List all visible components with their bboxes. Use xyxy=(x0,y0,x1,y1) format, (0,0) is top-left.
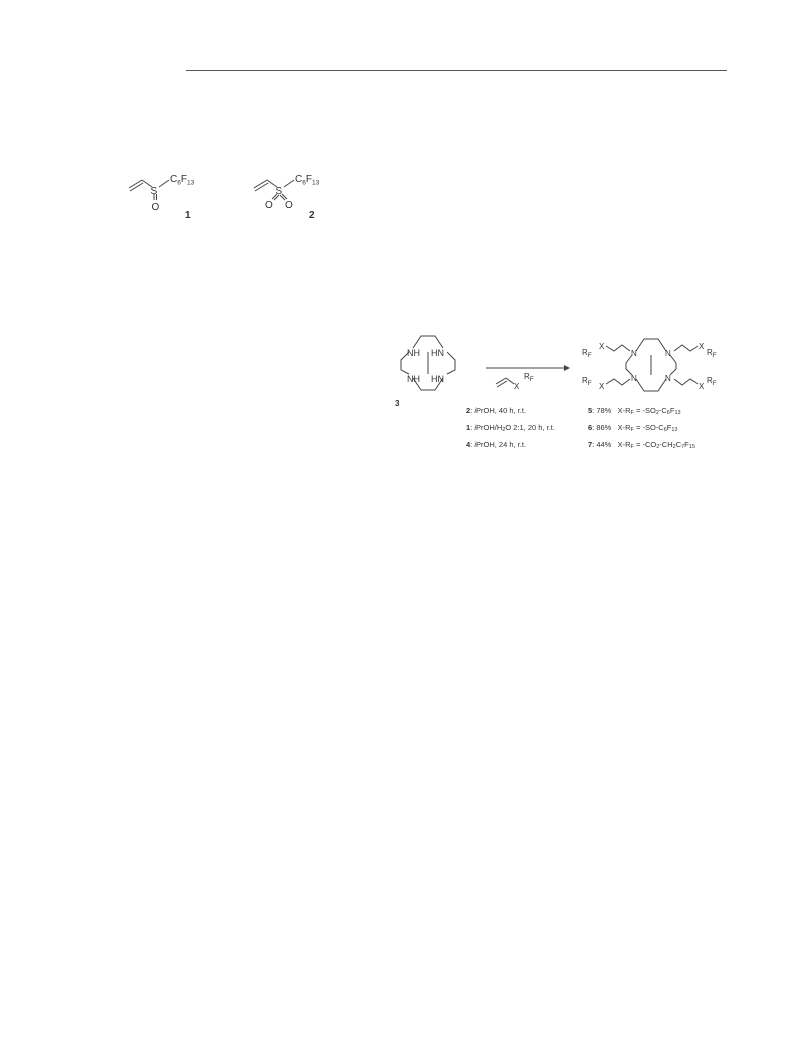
svg-text:X: X xyxy=(699,342,705,351)
svg-text:N: N xyxy=(665,374,671,383)
svg-text:X: X xyxy=(699,382,705,391)
compound-2-o-atom-left: O xyxy=(265,200,273,211)
svg-text:NH: NH xyxy=(407,348,420,358)
page-header-rule xyxy=(186,70,727,71)
svg-text:C6F13: $C_6F_{13}$ xyxy=(295,174,320,187)
compound-1-label: 1 xyxy=(185,210,191,221)
compound-1-structure xyxy=(125,168,215,223)
svg-text:N: N xyxy=(631,374,637,383)
svg-text:C6F13: $C_6F_{13}$ xyxy=(170,174,195,187)
svg-text:X: X xyxy=(599,342,605,351)
compound-2-structure xyxy=(250,168,340,223)
compound-1-s-atom: S xyxy=(150,186,158,197)
compound-2-label: 2 xyxy=(309,210,315,221)
condition-row-3: 4: iPrOH, 24 h, r.t. xyxy=(466,440,527,449)
compound-3-label: 3 xyxy=(395,399,400,408)
product-macrocycle-structure xyxy=(580,333,730,398)
svg-text:X: X xyxy=(599,382,605,391)
compound-1-o-atom: O xyxy=(151,202,160,213)
compound-2-o-atom-right: O xyxy=(285,200,293,211)
product-row-5: 5: 78% $X-R_F = -SO_2-C_6F_{13}$ xyxy=(588,406,681,416)
svg-text:N: N xyxy=(631,349,637,358)
cyclam-reactant-structure xyxy=(395,330,465,410)
svg-text:HN: HN xyxy=(431,348,444,358)
product-row-6: 6: 86% $X-R_F = -SO-C_6F_{13}$ xyxy=(588,423,678,433)
svg-text:N: N xyxy=(665,349,671,358)
reaction-arrow-group xyxy=(484,355,574,395)
svg-text:RF: $R_F$ xyxy=(582,376,592,387)
compound-2-s-atom: S xyxy=(275,186,283,197)
product-row-7: 7: 44% $X-R_F = -CO_2-CH_2C_7F_{15}$ xyxy=(588,440,695,450)
svg-text:NH: NH xyxy=(407,374,420,384)
svg-text:RF: $R_F$ xyxy=(582,348,592,359)
svg-text:RF: $R_F$ xyxy=(707,348,717,359)
svg-text:X: X xyxy=(514,382,520,391)
svg-text:RF: $R_F$ xyxy=(524,372,534,383)
svg-text:HN: HN xyxy=(431,374,444,384)
condition-row-2: 1: iPrOH/$H_2O$ 2:1, 20 h, r.t. xyxy=(466,423,555,433)
condition-row-1: 2: iPrOH, 40 h, r.t. xyxy=(466,406,527,415)
svg-text:RF: $R_F$ xyxy=(707,376,717,387)
